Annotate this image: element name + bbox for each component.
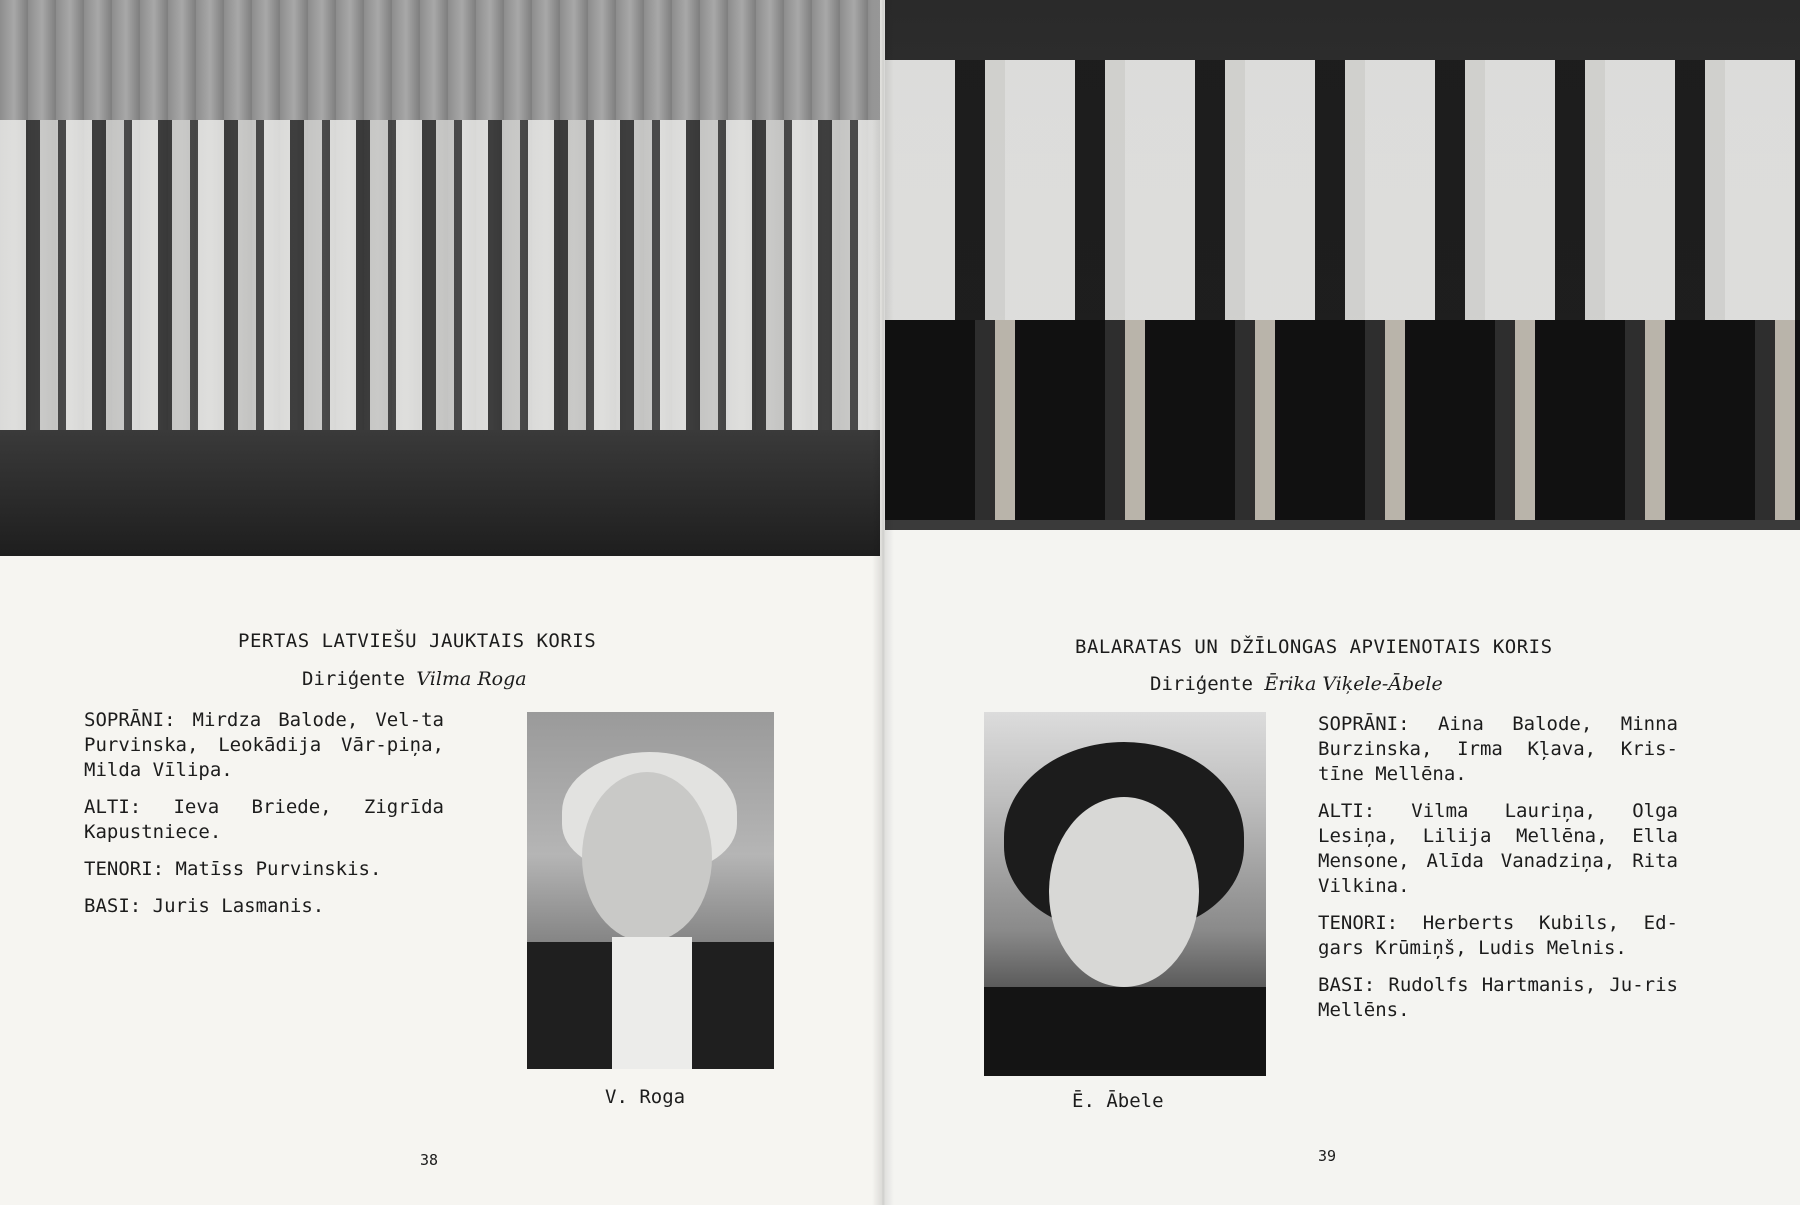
choir-members [0, 120, 880, 450]
conductor-label: Diriģente [302, 668, 405, 690]
conductor-name: Ērika Viķele-Ābele [1264, 673, 1443, 695]
conductor-name: Vilma Roga [416, 668, 527, 690]
roster-alti: ALTI: Vilma Lauriņa, Olga Lesiņa, Lilija Mellēna, Ella Mensone, Alīda Vanadziņa, Rita Vilkina. [1318, 800, 1678, 897]
page-number: 38 [420, 1151, 439, 1169]
portrait-caption: Ē. Ābele [1072, 1090, 1164, 1112]
roster-tenori: TENORI: Herberts Kubils, Ed-gars Krūmiņš, Ludis Melnis. [1318, 912, 1678, 959]
roster-alti: ALTI: Ieva Briede, Zigrīda Kapustniece. [84, 796, 444, 843]
left-page [0, 0, 882, 1205]
voice-roster [1318, 712, 1678, 1035]
book-gutter [872, 0, 894, 1205]
page-number: 39 [1318, 1147, 1337, 1165]
portrait-face [1049, 797, 1199, 987]
group-photo-ballarat-geelong-choir [885, 0, 1800, 530]
portrait-jacket [984, 987, 1266, 1076]
choir-title: BALARATAS UN DŽĪLONGAS APVIENOTAIS KORIS [1075, 636, 1553, 658]
portrait-conductor [984, 712, 1266, 1076]
group-photo-perth-choir [0, 0, 880, 556]
choir-skirts [885, 320, 1800, 520]
roster-soprani: SOPRĀNI: Aina Balode, Minna Burzinska, Irma Kļava, Kris-tīne Mellēna. [1318, 713, 1678, 785]
roster-tenori: TENORI: Matīss Purvinskis. [84, 858, 382, 880]
roster-basi: BASI: Juris Lasmanis. [84, 895, 325, 917]
conductor-label: Diriģente [1150, 673, 1253, 695]
roster-basi: BASI: Rudolfs Hartmanis, Ju-ris Mellēns. [1318, 974, 1678, 1021]
portrait-caption: V. Roga [605, 1086, 686, 1108]
roster-soprani: SOPRĀNI: Mirdza Balode, Vel-ta Purvinska, Leokādija Vār-piņa, Milda Vīlipa. [84, 709, 444, 781]
conductor-line [1150, 673, 1443, 695]
voice-roster [84, 708, 444, 931]
choir-members [885, 60, 1800, 320]
conductor-line [302, 668, 527, 690]
stage-floor [0, 430, 880, 556]
choir-title: PERTAS LATVIEŠU JAUKTAIS KORIS [238, 630, 597, 652]
portrait-conductor [527, 712, 774, 1069]
portrait-collar [612, 937, 692, 1069]
portrait-face [582, 772, 712, 942]
